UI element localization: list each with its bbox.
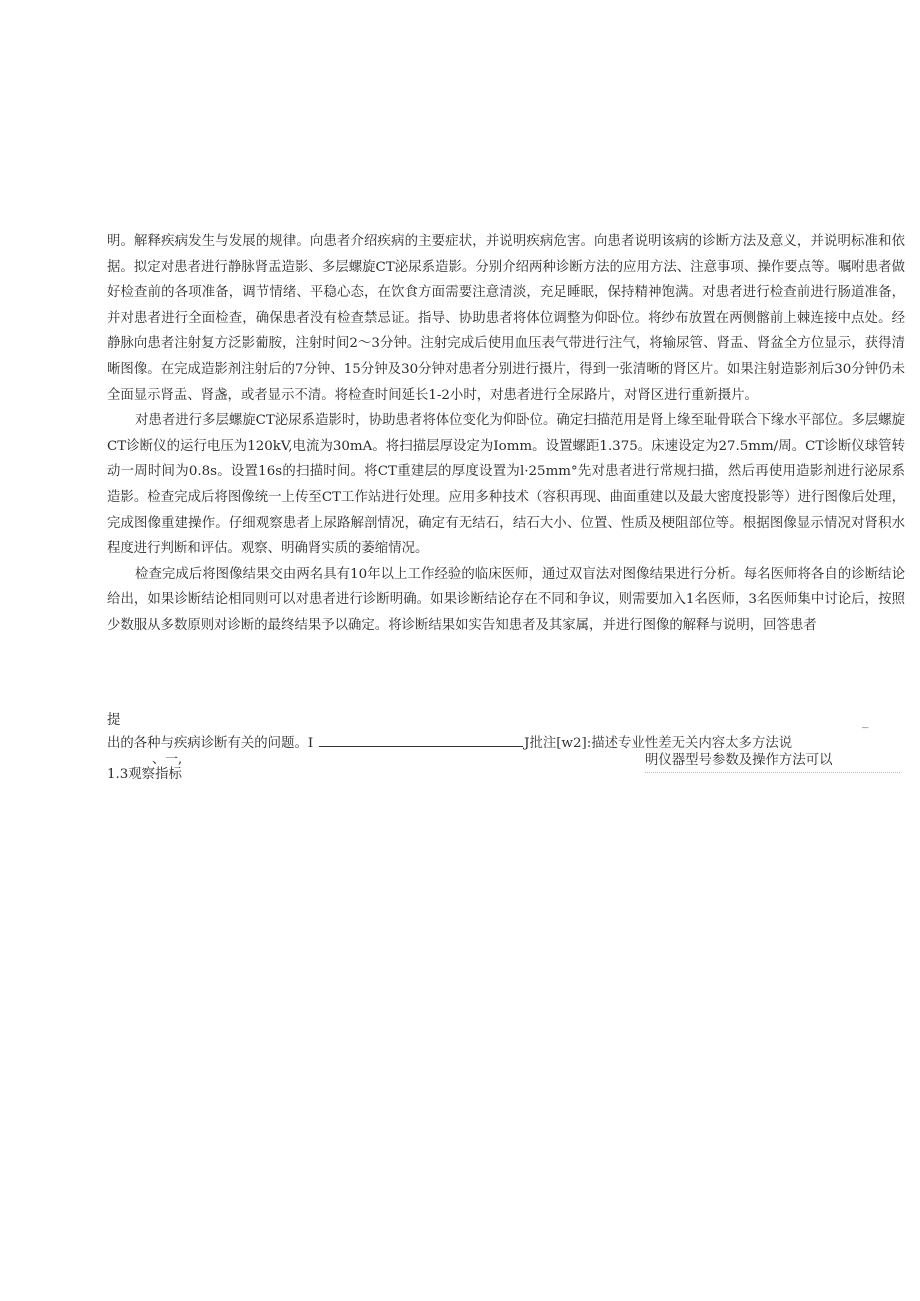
comment-dotted-separator [645, 772, 900, 773]
paragraph-tail-char: 提 [107, 713, 121, 728]
paragraph-tail-text: 出的各种与疾病诊断有关的问题。I [107, 736, 314, 751]
list-sub-mark: 、一, [152, 752, 183, 767]
body-text [107, 229, 905, 639]
paragraph-3: 检查完成后将图像结果交由两名具有10年以上工作经验的临床医师，通过双盲法对图像结果进行分析。每名医师将各自的诊断结论给出，如果诊断结论相同则可以对患者进行诊断明确。如果诊断结论存在不同和争议，则需要加入1名医师，3名医师集中讨论后，按照少数服从多数原则对诊断的最终结果予以确定。将诊断结果如实告知患者及其家属，并进行图像的解释与说明，回答患者 [107, 566, 905, 633]
comment-connector-line [319, 734, 523, 747]
paragraph-1: 明。解释疾病发生与发展的规律。向患者介绍疾病的主要症状，并说明疾病危害。向患者说明该病的诊断方法及意义，并说明标准和依据。拟定对患者进行静脉肾盂造影、多层螺旋CT泌尿系造影。分别介绍两种诊断方法的应用方法、注意事项、操作要点等。嘱咐患者做好检查前的各项准备，调节情绪、平稳心态，在饮食方面需要注意清淡，充足睡眠，保持精神饱满。对患者进行检查前进行肠道准备，并对患者进行全面检查，确保患者没有检查禁忌证。指导、协助患者将体位调整为仰卧位。将纱布放置在两侧髂前上棘连接中点处。经静脉向患者注射复方泛影葡胺，注射时间2～3分钟。注射完成后使用血压表气带进行注气，将输尿管、肾盂、肾盆全方位显示，获得清晰图像。在完成造影剂注射后的7分钟、15分钟及30分钟对患者分别进行摄片，得到一张清晰的肾区片。如果注射造影剂后30分钟仍未全面显示肾盂、肾盏，或者显示不清。将检查时间延长1-2小时，对患者进行全尿路片，对肾区进行重新摄片。 [107, 234, 905, 403]
section-heading: 1.3观察指标 [107, 767, 182, 782]
comment-marker: J [524, 736, 530, 751]
comment-note[interactable]: 批注[w2]:描述专业性差无关内容太多方法说 [529, 736, 793, 751]
comment-note-continuation[interactable]: 明仪器型号参数及操作方法可以 [645, 753, 833, 768]
margin-dash-mark: _ [862, 714, 869, 729]
paragraph-2: 对患者进行多层螺旋CT泌尿系造影时，协助患者将体位变化为仰卧位。确定扫描范用是肾上缘至耻骨联合下缘水平部位。多层螺旋CT诊断仪的运行电压为120kV,电流为30mA。将扫描层厚设定为Iomm。设置螺距1.375。床速设定为27.5mm/周。CT诊断仪球管转动一周时间为0.8s。设置16s的扫描时间。将CT重建层的厚度设置为l·25mm°先对患者进行常规扫描，然后再使用造影剂进行泌尿系造影。检查完成后将图像统一上传至CT工作站进行处理。应用多种技术（容积再现、曲面重建以及最大密度投影等）进行图像后处理，完成图像重建操作。仔细观察患者上尿路解剖情况，确定有无结石，结石大小、位置、性质及梗阻部位等。根据图像显示情况对肾积水程度进行判断和评估。观察、明确肾实质的萎缩情况。 [107, 413, 905, 557]
